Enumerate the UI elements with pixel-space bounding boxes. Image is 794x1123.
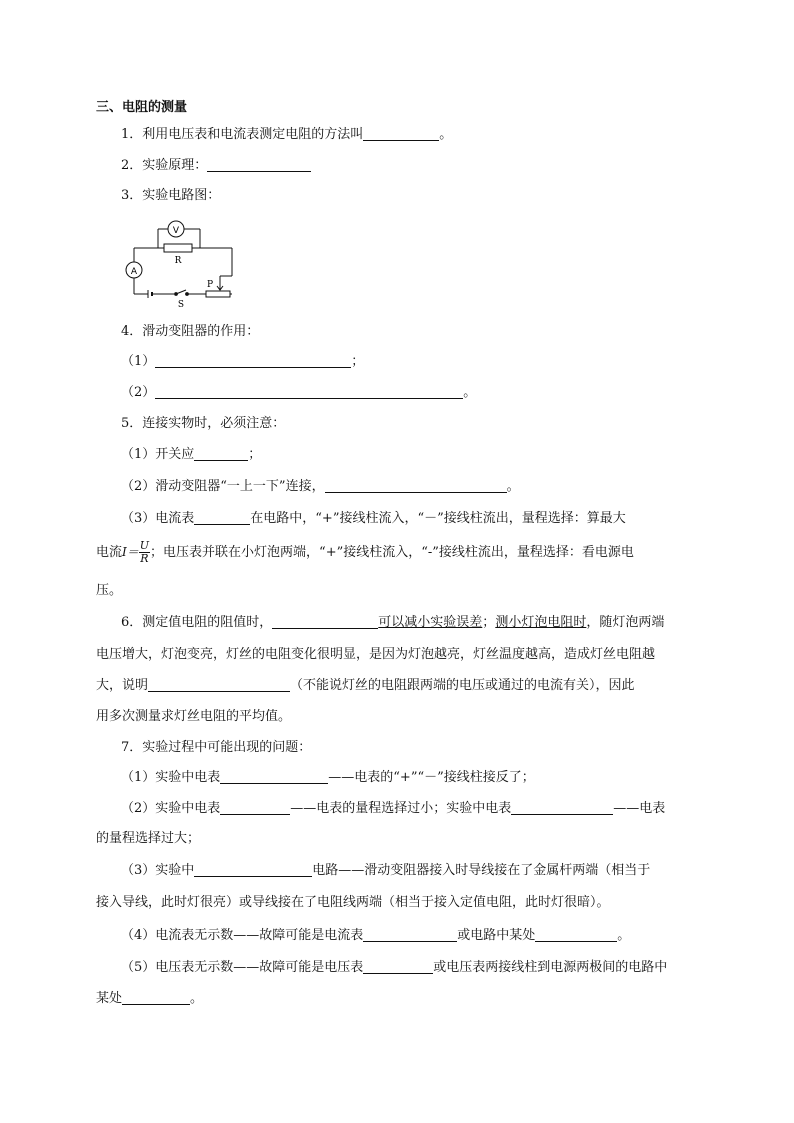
answer-blank[interactable] [220, 768, 328, 784]
question-7: 7．实验过程中可能出现的问题： [121, 740, 312, 755]
question-6-line-3: 大，说明 （不能说灯丝的电阻跟两端的电压或通过的电流有关），因此 [96, 678, 635, 693]
answer-blank[interactable] [272, 613, 378, 629]
answer-blank[interactable] [535, 926, 617, 942]
question-7-4: （4）电流表无示数——故障可能是电流表 或电路中某处 。 [121, 928, 631, 943]
resistor-label: R [174, 256, 182, 266]
question-2: 2．实验原理： [121, 156, 311, 176]
question-5: 5．连接实物时，必须注意： [121, 416, 286, 431]
question-7-2-line-1: （2）实验中电表 ——电表的量程选择过小；实验中电表 ——电表 [121, 801, 666, 816]
resistor-symbol [164, 244, 192, 252]
question-4-1: （1） ； [121, 354, 365, 369]
question-5-3-line-1: （3）电流表 在电路中，“+”接线柱流入，“－”接线柱流出，量程选择：算最大 [121, 511, 626, 526]
rheostat-symbol [206, 291, 230, 297]
formula-fraction: $\frac{U}{R}$ [139, 539, 150, 565]
question-4: 4．滑动变阻器的作用： [121, 324, 260, 339]
question-5-1: （1）开关应 ； [121, 447, 262, 462]
answer-blank[interactable] [220, 799, 290, 815]
question-4-2: （2） 。 [121, 385, 477, 400]
answer-blank[interactable] [155, 383, 463, 399]
ammeter-label: A [130, 267, 138, 277]
switch-label: S [177, 300, 185, 308]
answer-blank[interactable] [363, 125, 439, 141]
section-title: 三、电阻的测量 [96, 100, 188, 115]
question-7-3-line-1: （3）实验中 电路——滑动变阻器接入时导线接在了金属杆两端（相当于 [121, 863, 651, 878]
formula-lhs: I＝ [122, 545, 139, 559]
question-3: 3．实验电路图： [121, 188, 221, 203]
circuit-diagram [124, 218, 244, 308]
answer-blank[interactable] [194, 445, 248, 461]
voltmeter-label: V [172, 226, 180, 236]
question-5-2: （2）滑动变阻器“一上一下”连接， 。 [121, 479, 520, 494]
question-6-line-2: 电压增大，灯泡变亮，灯丝的电阻变化很明显，是因为灯泡越亮，灯丝温度越高，造成灯丝电阻越 [96, 647, 656, 662]
question-7-2-line-2: 的量程选择过大； [96, 831, 201, 846]
answer-blank[interactable] [155, 352, 351, 368]
question-7-1: （1）实验中电表 ——电表的“+”“－”接线柱接反了； [121, 770, 535, 785]
question-1: 1．利用电压表和电流表测定电阻的方法叫 。 [121, 127, 453, 142]
answer-blank[interactable] [122, 989, 190, 1005]
question-5-3-line-3: 压。 [96, 583, 123, 598]
answer-blank[interactable] [194, 509, 250, 525]
answer-blank[interactable] [194, 861, 312, 877]
answer-blank[interactable] [363, 958, 433, 974]
answer-blank[interactable] [363, 926, 457, 942]
answer-blank[interactable] [207, 156, 311, 172]
answer-blank[interactable] [511, 799, 613, 815]
question-7-3-line-2: 接入导线，此时灯很亮）或导线接在了电阻线两端（相当于接入定值电阻，此时灯很暗）。 [96, 895, 610, 910]
question-6-line-1: 6．测定值电阻的阻值时， 可以减小实验误差；测小灯泡电阻时，随灯泡两端 [121, 615, 665, 630]
answer-blank[interactable] [148, 676, 290, 692]
answer-blank[interactable] [325, 477, 507, 493]
slider-label: P [206, 280, 214, 290]
question-6-line-4: 用多次测量求灯丝电阻的平均值。 [96, 709, 292, 724]
question-5-3-line-2: 电流I＝ $\frac{U}{R}$ ；电压表并联在小灯泡两端，“+”接线柱流入，“-”接线柱流出，量程选择：看电源电 [96, 539, 634, 565]
question-7-5-line-1: （5）电压表无示数——故障可能是电压表 或电压表两接线柱到电源两极间的电路中 [121, 960, 668, 975]
question-7-5-line-2: 某处 。 [96, 991, 204, 1006]
